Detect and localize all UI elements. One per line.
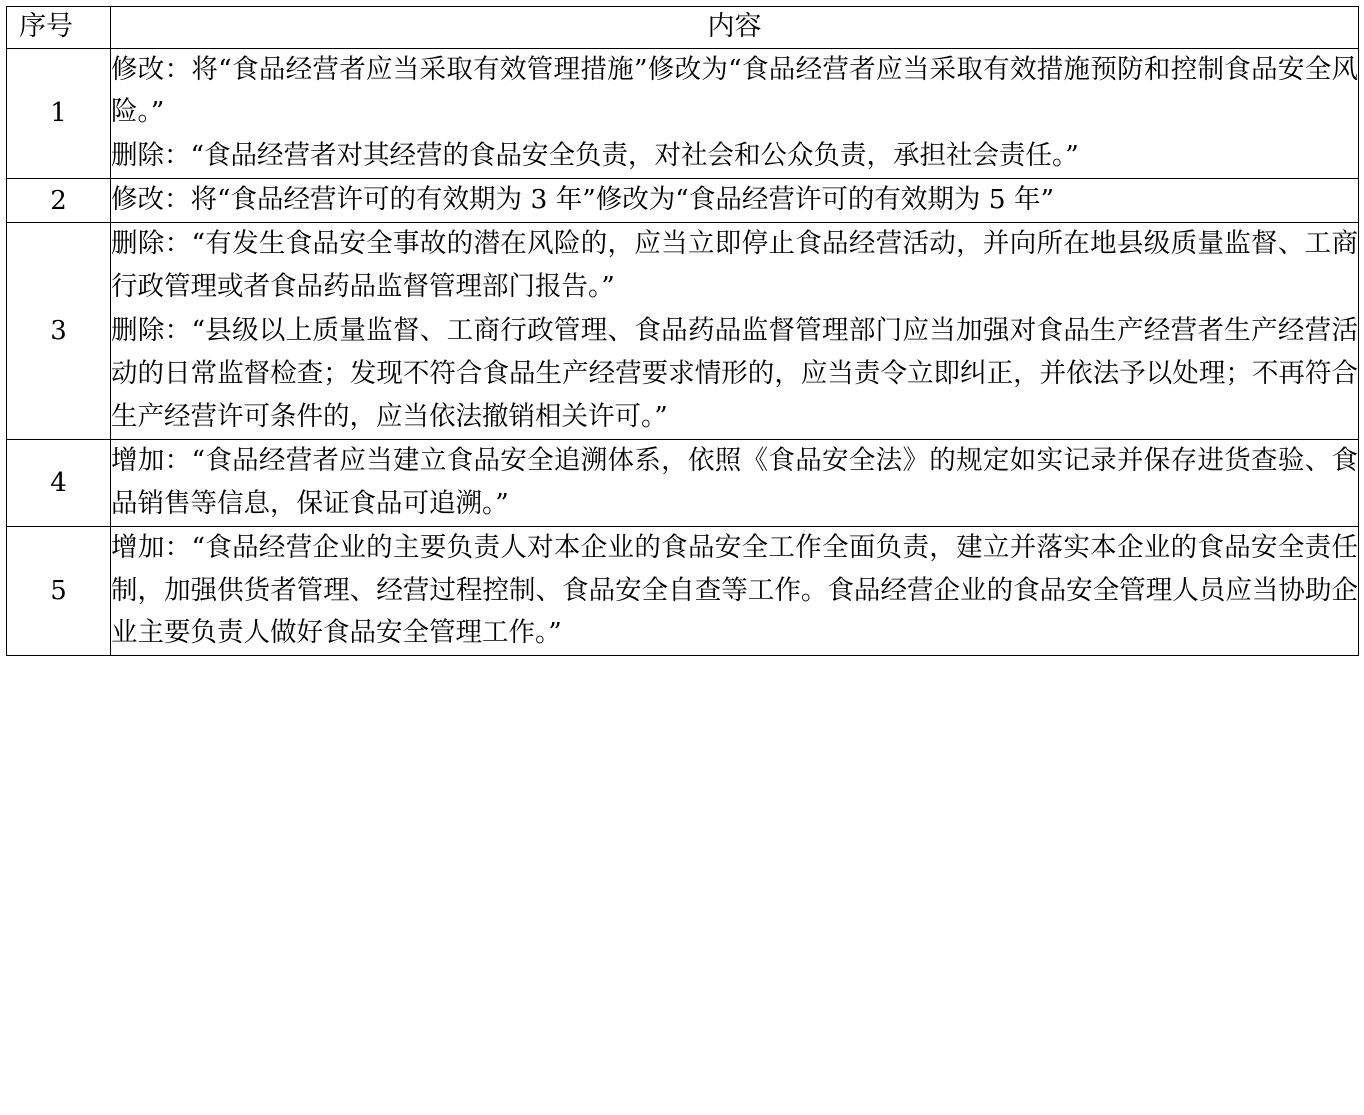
row-number: 3 bbox=[7, 223, 111, 440]
table-row bbox=[7, 439, 1359, 526]
row-content bbox=[111, 526, 1359, 656]
row-number: 4 bbox=[7, 439, 111, 526]
row-paragraph: 修改：将“食品经营者应当采取有效管理措施”修改为“食品经营者应当采取有效措施预防和控制食品安全风险。” bbox=[111, 53, 1358, 128]
row-paragraph: 修改：将“食品经营许可的有效期为 3 年”修改为“食品经营许可的有效期为 5 年” bbox=[111, 184, 1055, 216]
column-header-no: 序号 bbox=[7, 7, 111, 49]
row-paragraph: 删除：“有发生食品安全事故的潜在风险的，应当立即停止食品经营活动，并向所在地县级质量监督、工商行政管理或者食品药品监督管理部门报告。” bbox=[111, 228, 1358, 303]
row-number: 1 bbox=[7, 48, 111, 179]
table-header bbox=[7, 7, 1359, 49]
document-page bbox=[0, 6, 1364, 1115]
table-row bbox=[7, 179, 1359, 223]
table-body bbox=[7, 48, 1359, 656]
table-row bbox=[7, 526, 1359, 656]
row-content bbox=[111, 48, 1359, 179]
row-paragraph: 删除：“县级以上质量监督、工商行政管理、食品药品监督管理部门应当加强对食品生产经营者生产经营活动的日常监督检查；发现不符合食品生产经营要求情形的，应当责令立即纠正，并依法予以处理；不再符合生产经营许可条件的，应当依法撤销相关许可。” bbox=[111, 315, 1358, 432]
row-number: 5 bbox=[7, 526, 111, 656]
table-row bbox=[7, 223, 1359, 440]
table-header-row bbox=[7, 7, 1359, 49]
row-number: 2 bbox=[7, 179, 111, 223]
row-content bbox=[111, 223, 1359, 440]
row-paragraph: 删除：“食品经营者对其经营的食品安全负责，对社会和公众负责，承担社会责任。” bbox=[111, 140, 1079, 172]
row-paragraph: 增加：“食品经营者应当建立食品安全追溯体系，依照《食品安全法》的规定如实记录并保存进货查验、食品销售等信息，保证食品可追溯。” bbox=[111, 444, 1358, 519]
amendments-table bbox=[6, 6, 1359, 656]
row-content bbox=[111, 439, 1359, 526]
column-header-content: 内容 bbox=[111, 7, 1359, 49]
table-row bbox=[7, 48, 1359, 179]
row-paragraph: 增加：“食品经营企业的主要负责人对本企业的食品安全工作全面负责，建立并落实本企业的食品安全责任制，加强供货者管理、经营过程控制、食品安全自查等工作。食品经营企业的食品安全管理人员应当协助企业主要负责人做好食品安全管理工作。” bbox=[111, 531, 1358, 649]
row-content bbox=[111, 179, 1359, 223]
